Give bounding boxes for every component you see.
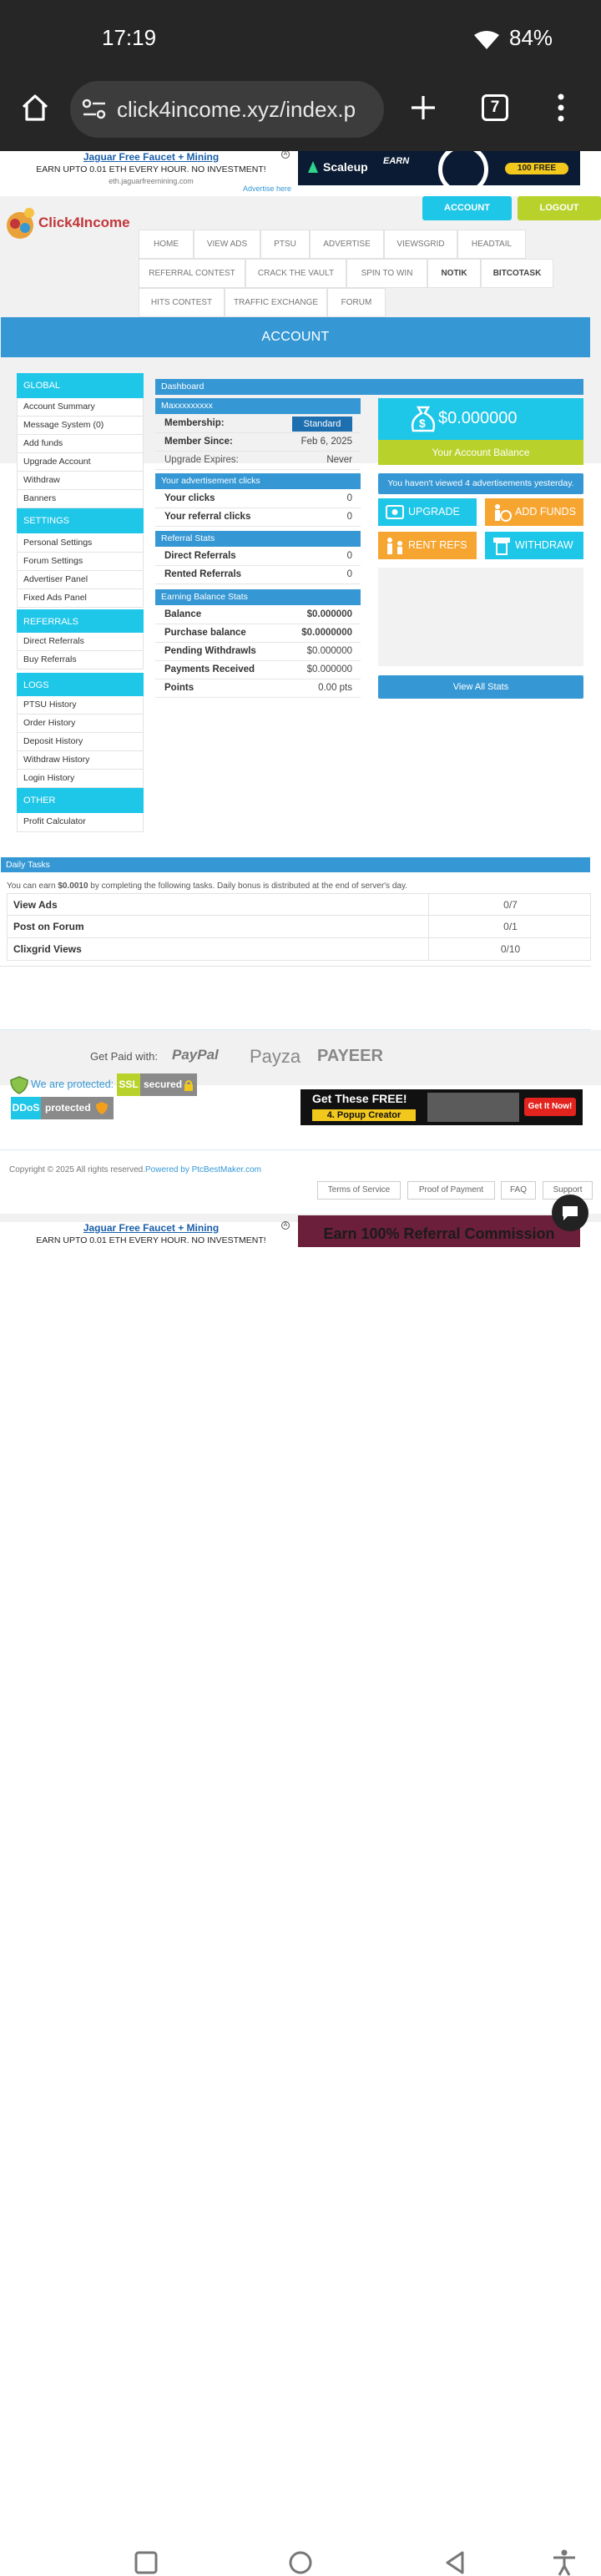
svg-text:$: $ [419,417,426,430]
rented-referrals-value: 0 [346,569,352,579]
scaleup-logo-icon [306,159,320,174]
main-nav-row-3 [139,288,556,316]
upgrade-button-label: UPGRADE [408,506,460,518]
points-row [155,679,361,698]
nav-home[interactable]: HOME [139,230,194,259]
banner-brand: Scaleup [323,160,368,174]
site-settings-icon[interactable] [82,98,107,121]
sidebar-item-login-history[interactable]: Login History [17,770,144,788]
money-bag-icon [408,404,438,434]
logo-icon [3,207,37,240]
sidebar-header-logs: LOGS [17,673,144,698]
account-balance-amount: $0.000000 [438,409,518,427]
upgrade-expires-value: Never [326,455,352,465]
withdraw-button[interactable] [485,532,583,559]
shield-icon [9,1076,29,1094]
atm-icon [492,537,511,555]
sidebar-header-global: GLOBAL [17,373,144,398]
task-name: Post on Forum [13,921,84,932]
cash-icon [386,505,404,519]
your-clicks-label: Your clicks [164,493,215,503]
back-icon[interactable] [444,2550,466,2575]
dashboard-header: Dashboard [155,379,583,395]
membership-badge: Standard [292,417,352,432]
add-funds-icon [492,503,513,522]
nav-spin-to-win[interactable]: SPIN TO WIN [346,259,427,288]
chat-button[interactable] [552,1195,588,1231]
status-bar [0,0,601,79]
sidebar-header-other: OTHER [17,788,144,813]
account-button[interactable]: ACCOUNT [422,196,512,220]
sidebar-item-withdraw[interactable]: Withdraw [17,472,144,490]
address-bar[interactable] [70,81,384,138]
sidebar-header-referrals: REFERRALS [17,609,144,634]
ad-subtitle: EARN UPTO 0.01 ETH EVERY HOUR. NO INVESTMENT! [36,164,266,174]
nav-bitcotask[interactable]: BITCOTASK [481,259,553,288]
shield-badge-icon [95,1101,109,1115]
ssl-secured-badge [117,1073,197,1096]
adchoices-icon[interactable]: A [281,151,290,159]
status-time: 17:19 [102,25,157,50]
referral-commission-text: Earn 100% Referral Commission [323,1225,555,1242]
main-nav-row-2 [139,259,556,287]
secured-label: secured [144,1078,183,1090]
daily-tasks-header: Daily Tasks [1,857,590,872]
task-row [7,916,591,938]
ad-domain: eth.jaguarfreemining.com [109,177,194,185]
note-post: by completing the following tasks. Daily bonus is distributed at the end of server's day. [88,881,407,891]
referral-clicks-value: 0 [346,512,352,522]
purchase-balance-row [155,624,361,643]
payeer-logo: PAYEER [317,1047,383,1065]
referral-clicks-label: Your referral clicks [164,512,251,522]
username-bar: Maxxxxxxxxx [155,398,361,414]
note-pre: You can earn [7,881,58,891]
get-paid-label: Get Paid with: [90,1050,158,1063]
bottom-adchoices-icon[interactable]: A [281,1221,290,1230]
bottom-ad-title-link[interactable]: Jaguar Free Faucet + Mining [83,1222,220,1234]
ads-viewed-notice: You haven't viewed 4 advertisements yesterday. [378,473,583,494]
nav-advertise[interactable]: ADVERTISE [310,230,384,259]
payments-received-label: Payments Received [164,664,255,674]
url-text: click4income.xyz/index.p [117,97,356,122]
nav-crack-the-vault[interactable]: CRACK THE VAULT [245,259,346,288]
sidebar-header-settings: SETTINGS [17,508,144,533]
home-nav-icon[interactable] [288,2550,313,2575]
purchase-balance-label: Purchase balance [164,628,246,638]
direct-referrals-row [155,548,361,566]
ssl-label: SSL [117,1073,140,1096]
powered-by-link[interactable]: Powered by PtcBestMaker.com [145,1165,261,1174]
sidebar-item-personal-settings[interactable]: Personal Settings [17,534,144,553]
proof-of-payment-link[interactable]: Proof of Payment [407,1181,495,1200]
referral-commission-banner[interactable] [298,1215,580,1247]
daily-tasks-note [7,881,407,891]
referral-stats-header: Referral Stats [155,531,361,547]
new-tab-icon[interactable] [409,93,437,122]
payments-received-value: $0.000000 [306,664,352,674]
advertise-here-link[interactable]: Advertise here [243,184,292,193]
nav-viewsgrid[interactable]: VIEWSGRID [384,230,457,259]
payments-received-row [155,661,361,679]
your-clicks-row [155,490,361,508]
pending-withdrawls-row [155,643,361,661]
view-all-stats-button[interactable]: View All Stats [378,675,583,699]
payment-methods [0,1030,601,1085]
terms-of-service-link[interactable]: Terms of Service [317,1181,401,1200]
rented-referrals-row [155,566,361,584]
sidebar-item-banners[interactable]: Banners [17,490,144,508]
promo-line2: 4. Popup Creator [312,1109,416,1121]
balance-value: $0.000000 [306,609,352,619]
logout-button[interactable]: LOGOUT [518,196,601,220]
sidebar-item-ptsu-history[interactable]: PTSU History [17,696,144,715]
copyright [9,1165,261,1174]
copyright-text: Copyright © 2025 All rights reserved. [9,1165,146,1174]
main-nav-row-1 [139,230,556,258]
paypal-logo: PayPal [172,1047,219,1063]
page-title: ACCOUNT [1,317,590,357]
task-row [7,893,591,916]
payza-logo: Payza [250,1046,301,1067]
scaleup-banner[interactable] [298,151,580,185]
task-count: 0/10 [428,938,592,960]
add-funds-button-label: ADD FUNDS [515,506,576,518]
note-amount: $0.0010 [58,881,88,891]
task-count: 0/1 [428,916,592,937]
pending-withdrawls-value: $0.000000 [306,646,352,656]
web-page [0,151,601,1267]
sidebar-item-direct-referrals[interactable]: Direct Referrals [17,633,144,651]
points-value: 0.00 pts [318,683,352,693]
faq-link[interactable]: FAQ [501,1181,536,1200]
task-name: View Ads [13,899,58,911]
ddos-label: DDoS [11,1097,41,1119]
browser-toolbar [0,79,601,151]
sidebar-item-account-summary[interactable]: Account Summary [17,398,144,417]
membership-label: Membership: [164,418,225,428]
account-balance-label: Your Account Balance [378,440,583,465]
sidebar-item-forum-settings[interactable]: Forum Settings [17,553,144,571]
nav-forum[interactable]: FORUM [327,288,386,317]
nav-notik[interactable]: NOTIK [427,259,481,288]
banner-earn: EARN [383,156,410,166]
task-row [7,938,591,961]
wifi-icon [474,31,499,49]
upgrade-expires-row [155,452,361,470]
membership-row [155,415,361,433]
sidebar-item-advertiser-panel[interactable]: Advertiser Panel [17,571,144,589]
nav-ptsu[interactable]: PTSU [260,230,310,259]
rent-refs-button-label: RENT REFS [408,539,467,551]
ddos-protected-badge [11,1097,114,1119]
bottom-ad-subtitle: EARN UPTO 0.01 ETH EVERY HOUR. NO INVESTMENT! [36,1235,266,1245]
we-are-protected: We are protected: [31,1078,114,1090]
task-count: 0/7 [428,894,592,916]
support-link[interactable]: Support [543,1181,593,1200]
nav-hits-contest[interactable]: HITS CONTEST [139,288,225,317]
member-since-value: Feb 6, 2025 [300,437,352,447]
ddos-protected-label: protected [45,1102,91,1114]
pending-withdrawls-label: Pending Withdrawls [164,646,256,656]
promo-line1: Get These FREE! [312,1092,407,1105]
your-clicks-value: 0 [346,493,352,503]
rent-refs-icon [386,537,406,555]
upgrade-button[interactable] [378,498,477,526]
sidebar-item-profit-calculator[interactable]: Profit Calculator [17,813,144,832]
banner-num: 100 [517,164,532,173]
sidebar-item-deposit-history[interactable]: Deposit History [17,733,144,751]
balance-row [155,606,361,624]
balance-label: Balance [164,609,202,619]
nav-traffic-exchange[interactable]: TRAFFIC EXCHANGE [225,288,327,317]
popup-creator-ad[interactable] [300,1089,583,1125]
sidebar-item-order-history[interactable]: Order History [17,715,144,733]
sidebar-item-withdraw-history[interactable]: Withdraw History [17,751,144,770]
rent-refs-button[interactable] [378,532,477,559]
site-logo[interactable] [3,207,137,242]
direct-referrals-label: Direct Referrals [164,551,236,561]
lock-icon [184,1079,194,1091]
chat-icon [561,1205,579,1221]
tab-count: 7 [490,98,500,116]
logo-text: Click4Income [38,215,130,230]
promo-cta: Get It Now! [524,1098,576,1116]
earning-stats-header: Earning Balance Stats [155,589,361,605]
stats-placeholder [378,568,583,666]
nav-referral-contest[interactable]: REFERRAL CONTEST [139,259,245,288]
add-funds-button[interactable] [485,498,583,526]
bottom-ad [0,1222,601,1267]
system-nav-bar [0,1269,601,1336]
points-label: Points [164,683,194,693]
banner-free: FREE [533,164,557,173]
direct-referrals-value: 0 [346,551,352,561]
upgrade-expires-label: Upgrade Expires: [164,455,239,465]
account-balance-box [378,398,583,440]
sidebar-item-add-funds[interactable]: Add funds [17,435,144,453]
nav-headtail[interactable]: HEADTAIL [457,230,526,259]
accessibility-icon[interactable] [552,2549,577,2576]
sidebar-item-message-system[interactable]: Message System (0) [17,417,144,435]
sidebar-item-buy-referrals[interactable]: Buy Referrals [17,651,144,669]
home-icon[interactable] [20,93,50,123]
purchase-balance-value: $0.0000000 [301,628,352,638]
nav-view-ads[interactable]: VIEW ADS [194,230,260,259]
battery-level: 84% [509,25,553,50]
ad-title-link[interactable]: Jaguar Free Faucet + Mining [83,151,220,163]
sidebar-item-fixed-ads-panel[interactable]: Fixed Ads Panel [17,589,144,608]
task-name: Clixgrid Views [13,943,82,955]
member-since-row [155,433,361,452]
withdraw-button-label: WITHDRAW [515,539,573,551]
tab-switcher-button[interactable] [482,94,508,121]
recents-icon[interactable] [134,2551,158,2574]
referral-clicks-row [155,508,361,527]
rented-referrals-label: Rented Referrals [164,569,242,579]
more-menu-icon[interactable] [557,93,565,123]
member-since-label: Member Since: [164,437,233,447]
ad-clicks-header: Your advertisement clicks [155,473,361,489]
top-ad [0,151,601,196]
sidebar-item-upgrade-account[interactable]: Upgrade Account [17,453,144,472]
